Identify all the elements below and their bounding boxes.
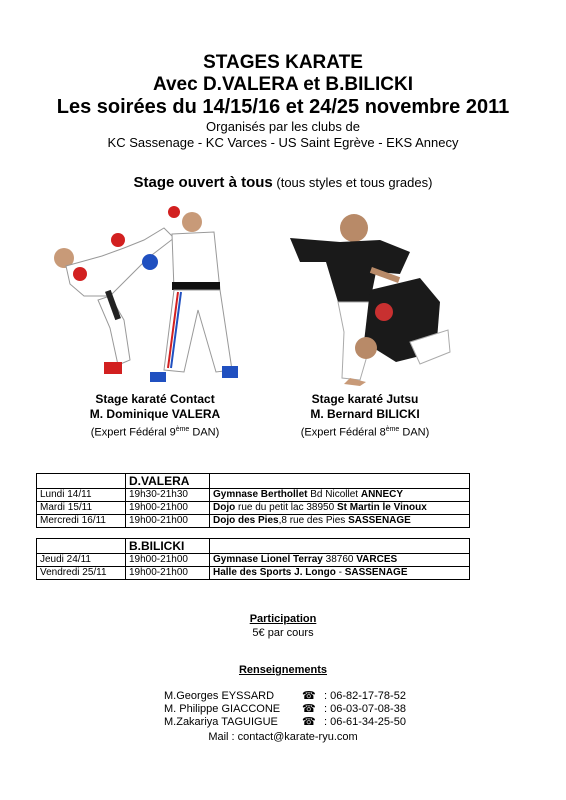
table-row: Lundi 14/11 19h30-21h30 Gymnase Berthollet Bd Nicollet ANNECY — [37, 489, 470, 502]
caption-valera — [60, 392, 250, 441]
fighter-left-foot-guard — [104, 362, 122, 374]
table-row: Vendredi 25/11 19h00-21h00 Halle des Sports J. Longo - SASSENAGE — [37, 567, 470, 580]
title-line3: Les soirées du 14/15/16 et 24/25 novembre 2011 — [56, 96, 510, 118]
open-stage-label: Stage ouvert à tous — [133, 174, 273, 191]
table-row: Mardi 15/11 19h00-21h00 Dojo rue du petit lac 38950 St Martin le Vinoux — [37, 502, 470, 515]
instructor-head — [340, 214, 368, 242]
caption-bilicki-title: Stage karaté Jutsu — [311, 392, 419, 406]
glove-red-left — [111, 233, 125, 247]
caption-bilicki-expert: (Expert Fédéral 8ème DAN) — [300, 426, 430, 439]
phone-icon: ☎ — [302, 716, 316, 728]
schedule-name-valera: D.VALERA — [126, 474, 210, 489]
table-row: Jeudi 24/11 19h00-21h00 Gymnase Lionel Terray 38760 VARCES — [37, 554, 470, 567]
schedule-header-bilicki — [37, 539, 470, 554]
list-item: M.Zakariya TAGUIGUE ☎ : 06-61-34-25-50 — [164, 716, 406, 728]
black-belt — [172, 282, 220, 290]
partner-logo — [375, 303, 393, 321]
open-stage-detail: (tous styles et tous grades) — [276, 175, 433, 190]
open-stage-line — [0, 174, 566, 191]
table-row: Mercredi 16/11 19h00-21h00 Dojo des Pies,8 rue des Pies SASSENAGE — [37, 515, 470, 528]
schedule-header-valera — [37, 474, 470, 489]
glove-red-left-2 — [73, 267, 87, 281]
info-heading: Renseignements — [238, 664, 328, 676]
caption-valera-name: M. Dominique VALERA — [89, 407, 221, 421]
title-line2: Avec D.VALERA et B.BILICKI — [152, 74, 414, 95]
phone-icon: ☎ — [302, 690, 316, 702]
caption-valera-title: Stage karaté Contact — [95, 392, 215, 406]
photo-valera — [44, 200, 240, 390]
contacts-list — [164, 690, 406, 729]
contact-mail[interactable]: Mail : contact@karate-ryu.com — [208, 731, 358, 743]
caption-valera-expert: (Expert Fédéral 9ème DAN) — [90, 426, 220, 439]
organizers-line2: KC Sassenage - KC Varces - US Saint Egrève - EKS Annecy — [107, 135, 459, 150]
participation — [0, 612, 566, 640]
title-line1: STAGES KARATE — [203, 52, 363, 73]
participation-label: Participation — [249, 613, 317, 625]
caption-bilicki-name: M. Bernard BILICKI — [310, 407, 420, 421]
schedule-name-bilicki: B.BILICKI — [126, 539, 210, 554]
organizers-line1: Organisés par les clubs de — [206, 119, 360, 134]
participation-value: 5€ par cours — [252, 627, 314, 639]
header — [0, 52, 566, 151]
caption-bilicki — [270, 392, 460, 441]
list-item: M.Georges EYSSARD ☎ : 06-82-17-78-52 — [164, 690, 406, 702]
glove-blue — [142, 254, 158, 270]
list-item: M. Philippe GIACCONE ☎ : 06-03-07-08-38 — [164, 703, 406, 715]
fighter-right-head — [182, 212, 202, 232]
photo-bilicki — [280, 202, 452, 386]
phone-icon: ☎ — [302, 703, 316, 715]
schedule-table — [36, 473, 470, 580]
